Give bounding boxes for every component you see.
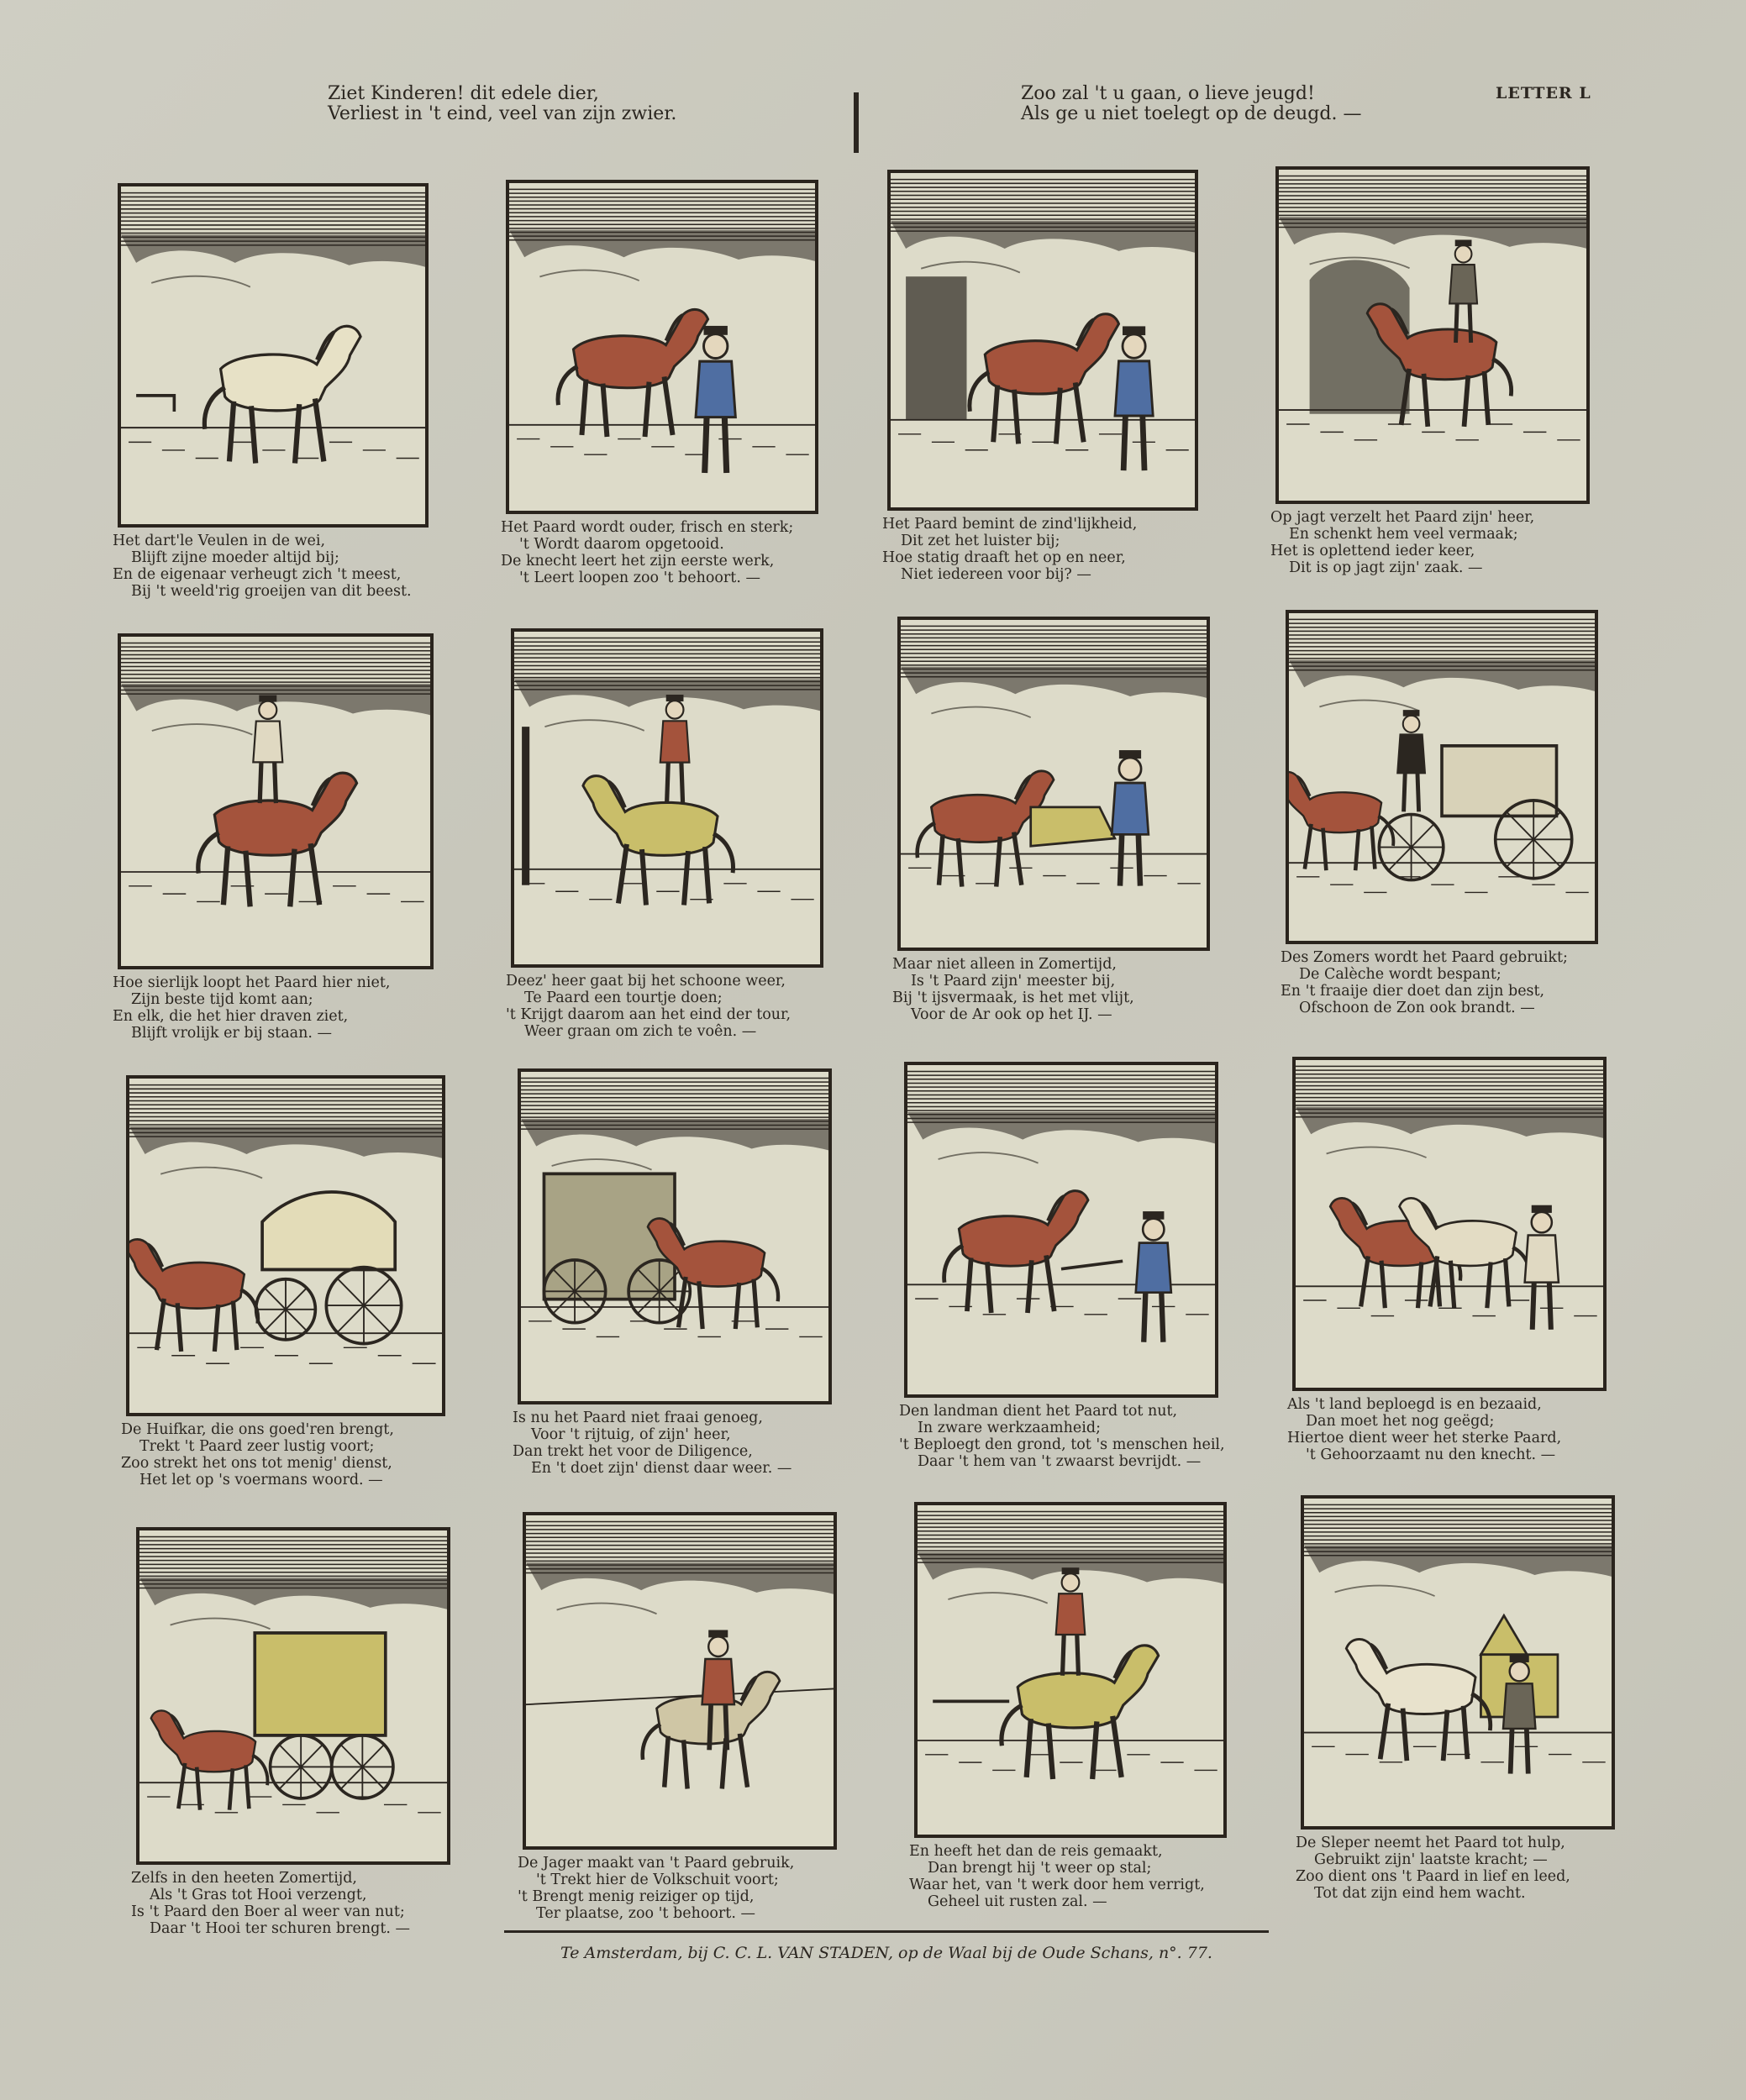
verse-caption [1281, 949, 1603, 1016]
verse-line: De Jager maakt van 't Paard gebruik, [518, 1855, 795, 1872]
verse-caption [1270, 509, 1595, 576]
verse-line: Is 't Paard zijn' meester bij, [911, 973, 1116, 990]
verse-line: Is nu het Paard niet fraai genoeg, [513, 1410, 763, 1426]
woodcut-panel [506, 628, 823, 1040]
verse-line: Trekt 't Paard zeer lustig voort; [139, 1438, 375, 1455]
verse-line: Tot dat zijn eind hem wacht. [1314, 1885, 1526, 1902]
verse-caption [131, 1870, 455, 1937]
verse-caption [518, 1855, 842, 1922]
woodcut-panel [909, 1502, 1227, 1910]
verse-line: 't Wordt daarom opgetooid. [519, 536, 724, 553]
woodcut-panel [1281, 610, 1598, 1016]
header-right-verse [1021, 84, 1458, 124]
verse-line: Geheel uit rusten zal. — [928, 1893, 1107, 1910]
verse-line: Voor de Ar ook op het IJ. — [911, 1006, 1112, 1023]
woodcut-illustration [1286, 610, 1598, 944]
woodcut-illustration [126, 1075, 445, 1416]
woodcut-panel [113, 633, 434, 1042]
verse-line: Waar het, van 't werk door hem verrigt, [909, 1877, 1205, 1893]
woodcut-illustration [914, 1502, 1227, 1838]
verse-line: De Sleper neemt het Paard tot hulp, [1296, 1835, 1565, 1851]
header-left-line: Verliest in 't eind, veel van zijn zwier. [328, 103, 677, 124]
verse-caption [1296, 1835, 1620, 1902]
woodcut-illustration [511, 628, 823, 968]
verse-line: Zijn beste tijd komt aan; [131, 991, 313, 1008]
verse-line: Daar 't Hooi ter schuren brengt. — [150, 1920, 410, 1937]
verse-caption [121, 1421, 450, 1488]
woodcut-panel [899, 1062, 1225, 1470]
verse-line: 't Brengt menig reiziger op tijd, [518, 1888, 755, 1905]
header-right-line: Zoo zal 't u gaan, o lieve jeugd! [1021, 83, 1315, 104]
verse-caption [113, 974, 439, 1042]
verse-line: 't Krijgt daarom aan het eind der tour, [506, 1006, 791, 1023]
footer-rule [504, 1930, 1269, 1933]
verse-line: Als 't land beploegd is en bezaaid, [1287, 1396, 1542, 1413]
verse-line: Deez' heer gaat bij het schoone weer, [506, 973, 786, 990]
woodcut-panel [1270, 166, 1590, 576]
woodcut-panel [501, 180, 818, 586]
verse-line: Niet iedereen voor bij? — [901, 566, 1091, 583]
woodcut-illustration [118, 633, 434, 969]
verse-line: Op jagt verzelt het Paard zijn' heer, [1270, 509, 1535, 526]
verse-line: Dan brengt hij 't weer op stal; [928, 1860, 1152, 1877]
verse-caption [1287, 1396, 1612, 1463]
verse-line: Des Zomers wordt het Paard gebruikt; [1281, 949, 1568, 966]
woodcut-illustration [1275, 166, 1590, 504]
header [0, 84, 1746, 151]
verse-line: Dit zet het luister bij; [901, 533, 1060, 549]
verse-caption [909, 1843, 1232, 1910]
verse-line: Bij 't ijsvermaak, is het met vlijt, [892, 990, 1134, 1006]
woodcut-panel [513, 1068, 832, 1477]
verse-line: Hoe sierlijk loopt het Paard hier niet, [113, 974, 391, 991]
verse-line: En de eigenaar verheugt zich 't meest, [113, 566, 402, 583]
woodcut-illustration [887, 170, 1198, 511]
verse-line: Maar niet alleen in Zomertijd, [892, 956, 1117, 973]
verse-line: Daar 't hem van 't zwaarst bevrijdt. — [918, 1453, 1202, 1470]
verse-line: Gebruikt zijn' laatste kracht; — [1314, 1851, 1548, 1868]
woodcut-panel [113, 183, 429, 600]
verse-caption [513, 1410, 837, 1477]
verse-line: 't Beploegt den grond, tot 's menschen heil, [899, 1436, 1225, 1453]
verse-line: Weer graan om zich te voên. — [524, 1023, 757, 1040]
woodcut-illustration [897, 617, 1210, 951]
verse-line: 't Gehoorzaamt nu den knecht. — [1306, 1446, 1556, 1463]
woodcut-illustration [506, 180, 818, 514]
verse-line: En elk, die het hier draven ziet, [113, 1008, 349, 1025]
verse-caption [882, 516, 1203, 583]
verse-line: En 't doet zijn' dienst daar weer. — [531, 1460, 792, 1477]
verse-line: 't Trekt hier de Volkschuit voort; [536, 1872, 779, 1888]
verse-line: Is 't Paard den Boer al weer van nut; [131, 1903, 405, 1920]
verse-line: De Huifkar, die ons goed'ren brengt, [121, 1421, 394, 1438]
verse-line: Het Paard bemint de zind'lijkheid, [882, 516, 1138, 533]
woodcut-panel [882, 170, 1198, 583]
woodcut-illustration [136, 1527, 450, 1865]
verse-line: En schenkt hem veel vermaak; [1289, 526, 1518, 543]
header-divider [854, 92, 859, 153]
woodcut-illustration [1292, 1057, 1607, 1391]
verse-line: Ter plaatse, zoo 't behoort. — [536, 1905, 755, 1922]
verse-caption [501, 519, 823, 586]
woodcut-illustration [904, 1062, 1218, 1398]
verse-line: Blijft vrolijk er bij staan. — [131, 1025, 332, 1042]
sheet-letter: LETTER L [1496, 84, 1591, 102]
woodcut-panel [121, 1075, 445, 1488]
verse-line: Bij 't weeld'rig groeijen van dit beest. [131, 583, 412, 600]
verse-line: Ofschoon de Zon ook brandt. — [1299, 1000, 1535, 1016]
verse-line: Het Paard wordt ouder, frisch en sterk; [501, 519, 794, 536]
verse-caption [899, 1403, 1223, 1470]
imprint: Te Amsterdam, bij C. C. L. VAN STADEN, op de Waal bij de Oude Schans, n°. 77. [560, 1944, 1212, 1962]
woodcut-illustration [1301, 1495, 1615, 1830]
header-left-verse [328, 84, 723, 124]
verse-line: Zoo dient ons 't Paard in lief en leed, [1296, 1868, 1570, 1885]
verse-line: Zelfs in den heeten Zomertijd, [131, 1870, 357, 1887]
woodcut-panel [131, 1527, 450, 1937]
verse-line: Te Paard een tourtje doen; [524, 990, 723, 1006]
woodcut-panel [518, 1512, 837, 1922]
woodcut-illustration [118, 183, 429, 528]
header-left-line: Ziet Kinderen! dit edele dier, [328, 83, 599, 104]
verse-line: Als 't Gras tot Hooi verzengt, [150, 1887, 367, 1903]
verse-line: 't Leert loopen zoo 't behoort. — [519, 570, 760, 586]
verse-line: Het is oplettend ieder keer, [1270, 543, 1475, 559]
verse-line: De knecht leert het zijn eerste werk, [501, 553, 775, 570]
verse-line: De Calèche wordt bespant; [1299, 966, 1501, 983]
woodcut-illustration [518, 1068, 832, 1404]
verse-caption [506, 973, 828, 1040]
verse-caption [113, 533, 434, 600]
verse-line: Blijft zijne moeder altijd bij; [131, 549, 339, 566]
verse-line: In zware werkzaamheid; [918, 1420, 1101, 1436]
woodcut-panel [1287, 1057, 1607, 1463]
woodcut-panel [892, 617, 1210, 1023]
verse-line: Hoe statig draaft het op en neer, [882, 549, 1126, 566]
header-right-line: Als ge u niet toelegt op de deugd. — [1021, 103, 1362, 124]
verse-line: Het dart'le Veulen in de wei, [113, 533, 326, 549]
verse-caption [892, 956, 1215, 1023]
verse-line: Zoo strekt het ons tot menig' dienst, [121, 1455, 392, 1472]
verse-line: En heeft het dan de reis gemaakt, [909, 1843, 1163, 1860]
verse-line: Voor 't rijtuig, of zijn' heer, [531, 1426, 731, 1443]
verse-line: Dit is op jagt zijn' zaak. — [1289, 559, 1483, 576]
woodcut-illustration [523, 1512, 837, 1850]
verse-line: Den landman dient het Paard tot nut, [899, 1403, 1178, 1420]
verse-line: Dan moet het nog geëgd; [1306, 1413, 1495, 1430]
verse-line: Dan trekt het voor de Diligence, [513, 1443, 753, 1460]
verse-line: Het let op 's voermans woord. — [139, 1472, 383, 1488]
woodcut-panel [1296, 1495, 1615, 1902]
verse-line: En 't fraaije dier doet dan zijn best, [1281, 983, 1545, 1000]
verse-line: Hiertoe dient weer het sterke Paard, [1287, 1430, 1562, 1446]
